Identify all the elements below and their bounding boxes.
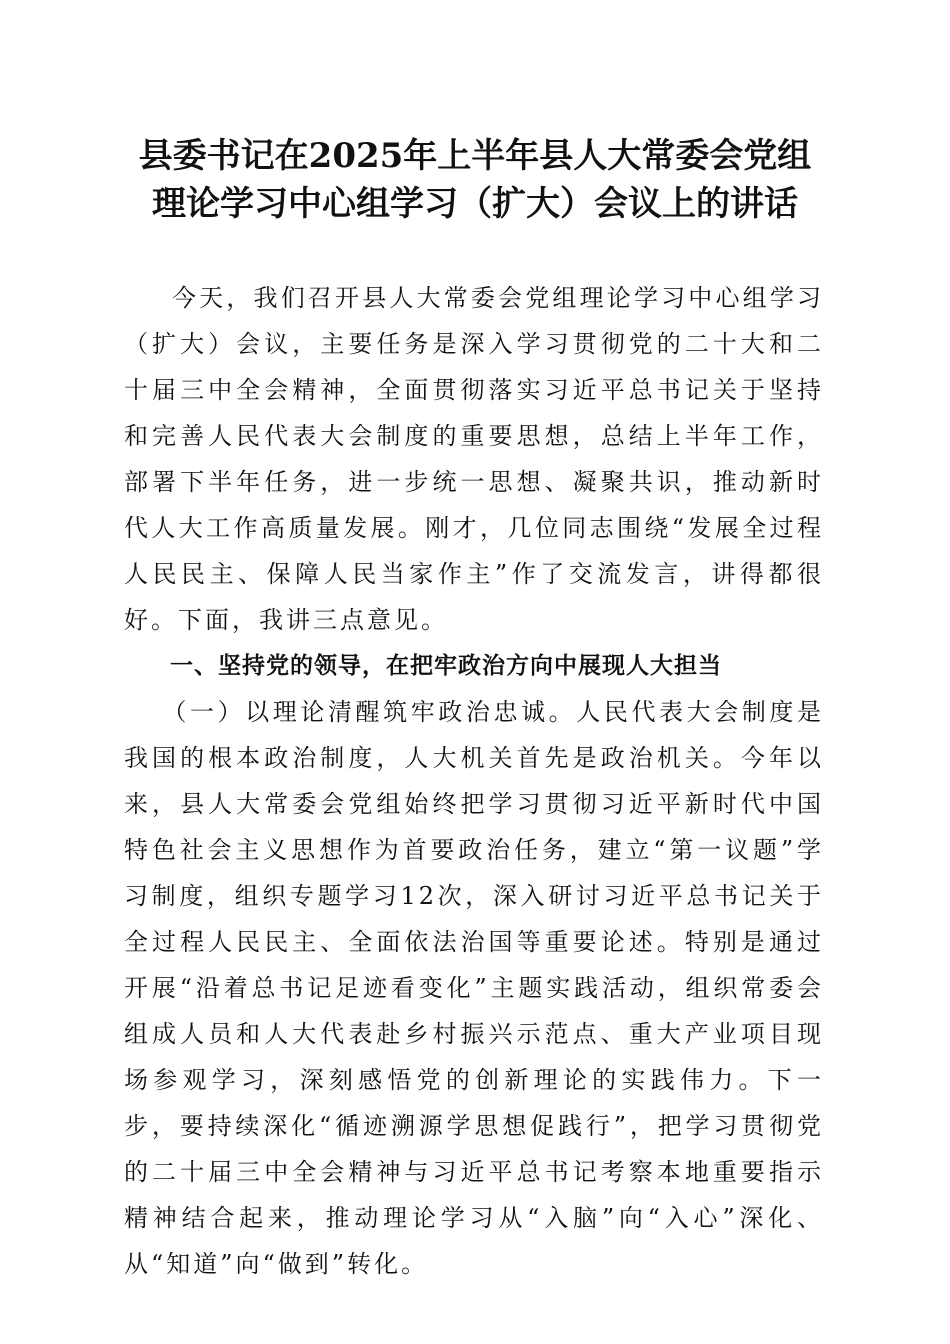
document-title-line-2: 理论学习中心组学习（扩大）会议上的讲话	[152, 184, 798, 224]
document-title-line-1: 县委书记在2025年上半年县人大常委会党组	[138, 136, 812, 176]
subsection-paragraph-1: （一）以理论清醒筑牢政治忠诚。人民代表大会制度是我国的根本政治制度，人大机关首先是政治机关。今年以来，县人大常委会党组始终把学习贯彻习近平新时代中国特色社会主义思想作为首要政治任务，建立“第一议题”学习制度，组织专题学习12次，深入研讨习近平总书记关于全过程人民民主、全面依法治国等重要论述。特别是通过开展“沿着总书记足迹看变化”主题实践活动，组织常委会组成人员和人大代表赴乡村振兴示范点、重大产业项目现场参观学习，深刻感悟党的创新理论的实践伟力。下一步，要持续深化“循迹溯源学思想促践行”，把学习贯彻党的二十届三中全会精神与习近平总书记考察本地重要指示精神结合起来，推动理论学习从“入脑”向“入心”深化、从“知道”向“做到”转化。	[124, 698, 824, 1278]
opening-paragraph: 今天，我们召开县人大常委会党组理论学习中心组学习（扩大）会议，主要任务是深入学习贯彻党的二十大和二十届三中全会精神，全面贯彻落实习近平总书记关于坚持和完善人民代表大会制度的重要思想，总结上半年工作，部署下半年任务，进一步统一思想、凝聚共识，推动新时代人大工作高质量发展。刚才，几位同志围绕“发展全过程人民民主、保障人民当家作主”作了交流发言，讲得都很好。下面，我讲三点意见。	[124, 284, 824, 634]
section-heading-1: 一、坚持党的领导，在把牢政治方向中展现人大担当	[170, 653, 722, 679]
document-body	[124, 275, 824, 1287]
